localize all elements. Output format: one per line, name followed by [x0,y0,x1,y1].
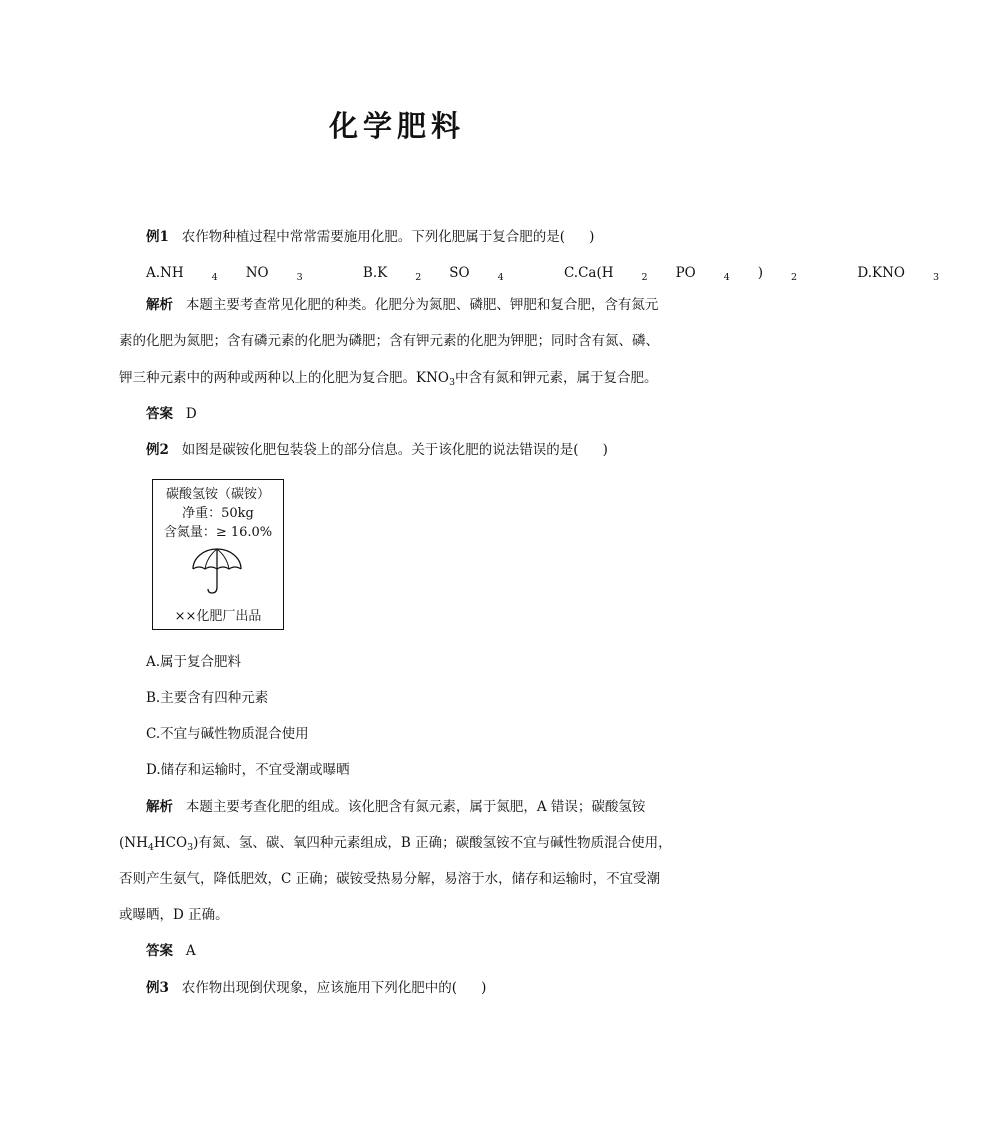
example-1-analysis-label: 解析 [146,297,173,313]
page-title: 化学肥料 [328,109,465,143]
example-1-question-end: ) [589,229,595,245]
example-2-question-end: ) [602,442,608,458]
example-2-option-c: C.不宜与碱性物质混合使用 [146,726,309,742]
example-3-label: 例3 [146,980,169,996]
example-2-option-d: D.储存和运输时，不宜受潮或曝晒 [146,762,350,778]
example-2-analysis-line-1: 解析 本题主要考查化肥的组成。该化肥含有氮元素，属于氮肥，A 错误；碳酸氢铵 [146,799,646,815]
bag-net-weight: 净重：50kg [182,506,254,521]
example-1-question [146,228,594,246]
example-1-answer-value: D [185,406,197,422]
bag-product-name: 碳酸氢铵（碳铵） [165,487,270,502]
example-3-question [146,979,486,997]
bag-nitrogen-content: 含氮量：≥ 16.0% [163,525,273,540]
umbrella-icon [189,547,245,597]
example-2-analysis-label: 解析 [146,799,173,815]
example-2-answer-label: 答案 [146,943,173,959]
example-2-option-b: B.主要含有四种元素 [146,690,269,706]
example-2-answer-value: A [185,943,196,959]
example-1-option-d: D.KNO $_3$ [857,265,940,283]
example-3-question-end: ) [481,980,487,996]
example-2-question [146,441,608,459]
example-1-answer [146,405,197,423]
example-2-analysis-line-3: 否则产生氨气，降低肥效，C 正确；碳铵受热易分解，易溶于水，储存和运输时，不宜受潮 [119,871,661,887]
example-2-option-a: A.属于复合肥料 [146,654,242,670]
example-1-analysis-line-3: 钾三种元素中的两种或两种以上的化肥为复合肥。$KNO_3$中含有氮和钾元素，属于复合肥。 [119,370,658,388]
example-1-option-c: C.Ca(H $_2$ PO $_4$ ) $_2$ [563,265,798,283]
example-1-answer-label: 答案 [146,406,173,422]
example-1-question-text: 农作物种植过程中常常需要施用化肥。下列化肥属于复合肥的是( [181,229,566,245]
example-1-analysis-line-1: 解析 本题主要考查常见化肥的种类。化肥分为氮肥、磷肥、钾肥和复合肥，含有氮元 [146,297,659,313]
example-1-label: 例1 [146,229,169,245]
example-2-answer [146,942,196,960]
example-2-analysis-line-4: 或曝晒，D 正确。 [119,907,229,923]
example-1-option-a: A.NH $_4$ NO $_3$ [146,265,303,283]
example-3-question-text: 农作物出现倒伏现象，应该施用下列化肥中的( [181,980,458,996]
bag-manufacturer: ××化肥厂出品 [174,609,262,624]
example-1-option-b: B.K $_2$ SO $_4$ [362,265,504,283]
example-1-analysis-line-2: 素的化肥为氮肥；含有磷元素的化肥为磷肥；含有钾元素的化肥为钾肥；同时含有氮、磷、 [119,333,659,349]
example-2-question-text: 如图是碳铵化肥包装袋上的部分信息。关于该化肥的说法错误的是( [181,442,579,458]
example-1-options [146,264,995,287]
fertilizer-bag-label [152,479,284,630]
example-2-label: 例2 [146,442,169,458]
example-2-analysis-line-2: $(NH_4HCO_3)$有氮、氢、碳、氧四种元素组成，B 正确；碳酸氢铵不宜与碱性物质混合使用， [119,835,672,853]
